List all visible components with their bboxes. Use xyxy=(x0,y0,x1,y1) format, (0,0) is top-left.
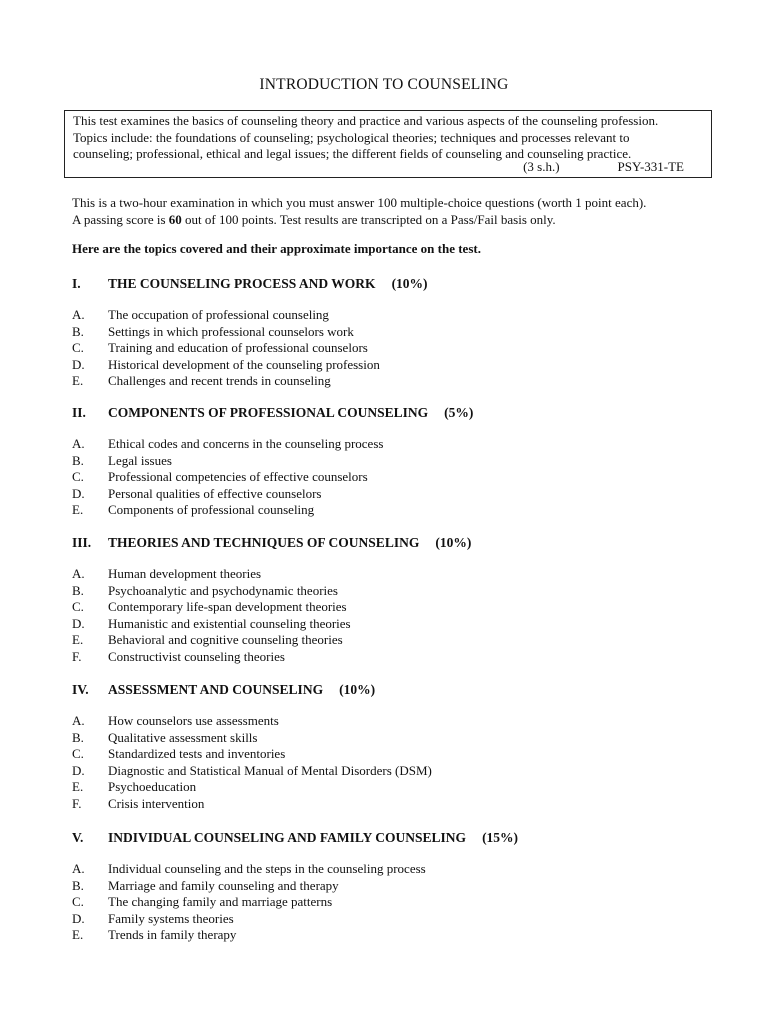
section-numeral: I. xyxy=(72,276,81,291)
section-heading xyxy=(72,405,712,422)
item-letter: A. xyxy=(72,713,85,728)
item-letter: B. xyxy=(72,582,84,598)
section-heading xyxy=(72,535,712,552)
list-item xyxy=(72,763,712,780)
passing-score: 60 xyxy=(168,212,182,227)
item-text: Humanistic and existential counseling theories xyxy=(108,615,351,631)
list-item xyxy=(72,649,712,666)
intro-text: A passing score is xyxy=(72,212,169,227)
section-title: ASSESSMENT AND COUNSELING xyxy=(108,682,324,697)
list-item xyxy=(72,878,712,895)
list-item xyxy=(72,436,712,453)
list-item xyxy=(72,502,712,519)
section-item-list xyxy=(72,861,712,944)
item-letter: A. xyxy=(72,861,85,876)
section-item-list xyxy=(72,436,712,519)
topics-note: Here are the topics covered and their approximate importance on the test. xyxy=(72,241,481,256)
item-text: Qualitative assessment skills xyxy=(108,729,258,745)
list-item xyxy=(72,927,712,944)
item-letter: F. xyxy=(72,648,82,664)
item-letter: A. xyxy=(72,566,85,581)
section-percent: (15%) xyxy=(482,830,519,845)
list-item xyxy=(72,583,712,600)
list-item xyxy=(72,746,712,763)
description-line: Topics include: the foundations of counseling; psychological theories; techniques and processes relevant to xyxy=(73,129,630,145)
item-letter: E. xyxy=(72,632,84,648)
list-item xyxy=(72,324,712,341)
list-item xyxy=(72,566,712,583)
description-line: counseling; professional, ethical and legal issues; the different fields of counseling and counseling practice. xyxy=(73,146,632,162)
item-text: Professional competencies of effective counselors xyxy=(108,469,368,485)
item-letter: B. xyxy=(72,452,84,468)
section-numeral: IV. xyxy=(72,682,89,697)
section-title: THEORIES AND TECHNIQUES OF COUNSELING xyxy=(108,535,420,550)
section-percent: (10%) xyxy=(391,276,428,291)
item-letter: C. xyxy=(72,469,84,485)
section-percent: (10%) xyxy=(339,682,376,697)
item-text: Personal qualities of effective counselors xyxy=(108,485,322,501)
section-title: INDIVIDUAL COUNSELING AND FAMILY COUNSELING xyxy=(108,830,467,845)
item-text: Behavioral and cognitive counseling theories xyxy=(108,632,343,648)
item-text: Family systems theories xyxy=(108,910,234,926)
section-item-list xyxy=(72,566,712,666)
item-text: Challenges and recent trends in counseling xyxy=(108,373,331,389)
item-letter: B. xyxy=(72,729,84,745)
item-text: Crisis intervention xyxy=(108,795,205,811)
section-title: THE COUNSELING PROCESS AND WORK xyxy=(108,276,376,291)
item-text: Components of professional counseling xyxy=(108,502,315,518)
item-text: Psychoeducation xyxy=(108,779,197,795)
item-letter: D. xyxy=(72,615,85,631)
item-text: Trends in family therapy xyxy=(108,927,237,943)
exam-intro xyxy=(72,194,646,228)
item-letter: D. xyxy=(72,762,85,778)
course-code: PSY-331-TE xyxy=(617,159,684,175)
item-letter: A. xyxy=(72,436,85,451)
item-text: Constructivist counseling theories xyxy=(108,648,285,664)
section-numeral: III. xyxy=(72,535,92,550)
list-item xyxy=(72,632,712,649)
list-item xyxy=(72,357,712,374)
page-title: INTRODUCTION TO COUNSELING xyxy=(259,76,509,93)
item-letter: C. xyxy=(72,599,84,615)
item-letter: D. xyxy=(72,910,85,926)
list-item xyxy=(72,373,712,390)
section-item-list xyxy=(72,713,712,813)
section-numeral: V. xyxy=(72,830,84,845)
section-title: COMPONENTS OF PROFESSIONAL COUNSELING xyxy=(108,405,429,420)
item-text: The occupation of professional counseling xyxy=(108,307,329,322)
item-letter: C. xyxy=(72,340,84,356)
item-text: The changing family and marriage patterns xyxy=(108,894,333,910)
list-item xyxy=(72,796,712,813)
item-letter: C. xyxy=(72,894,84,910)
item-text: Diagnostic and Statistical Manual of Mental Disorders (DSM) xyxy=(108,762,432,778)
topic-section xyxy=(72,682,712,813)
item-letter: D. xyxy=(72,485,85,501)
list-item xyxy=(72,486,712,503)
item-letter: F. xyxy=(72,795,82,811)
item-text: Historical development of the counseling profession xyxy=(108,356,380,372)
item-text: Marriage and family counseling and therapy xyxy=(108,877,339,893)
item-text: Human development theories xyxy=(108,566,262,581)
intro-line xyxy=(72,211,646,228)
item-letter: E. xyxy=(72,502,84,518)
section-percent: (5%) xyxy=(444,405,474,420)
section-heading xyxy=(72,276,712,293)
description-line: This test examines the basics of counseling theory and practice and various aspects of the counseling profession. xyxy=(73,113,659,128)
list-item xyxy=(72,453,712,470)
item-letter: A. xyxy=(72,307,85,322)
item-letter: D. xyxy=(72,356,85,372)
item-text: Psychoanalytic and psychodynamic theories xyxy=(108,582,338,598)
list-item xyxy=(72,469,712,486)
topic-section xyxy=(72,276,712,390)
credit-line xyxy=(523,159,684,176)
list-item xyxy=(72,861,712,878)
list-item xyxy=(72,307,712,324)
item-text: Individual counseling and the steps in the counseling process xyxy=(108,861,426,876)
list-item xyxy=(72,599,712,616)
item-letter: B. xyxy=(72,877,84,893)
list-item xyxy=(72,713,712,730)
item-letter: E. xyxy=(72,927,84,943)
section-numeral: II. xyxy=(72,405,86,420)
course-description-box xyxy=(64,110,712,178)
topic-section xyxy=(72,535,712,666)
list-item xyxy=(72,911,712,928)
list-item xyxy=(72,894,712,911)
item-text: Standardized tests and inventories xyxy=(108,746,286,762)
item-text: How counselors use assessments xyxy=(108,713,279,728)
item-letter: C. xyxy=(72,746,84,762)
item-text: Contemporary life-span development theories xyxy=(108,599,347,615)
item-letter: E. xyxy=(72,779,84,795)
section-heading xyxy=(72,682,712,699)
credit-hours: (3 s.h.) xyxy=(523,159,560,175)
topic-section xyxy=(72,405,712,519)
list-item xyxy=(72,730,712,747)
list-item xyxy=(72,779,712,796)
intro-text: out of 100 points. Test results are transcripted on a Pass/Fail basis only. xyxy=(181,212,556,227)
item-text: Legal issues xyxy=(108,452,172,468)
list-item xyxy=(72,616,712,633)
item-letter: E. xyxy=(72,373,84,389)
item-text: Ethical codes and concerns in the counseling process xyxy=(108,436,384,451)
intro-line: This is a two-hour examination in which you must answer 100 multiple-choice questions (worth 1 point each). xyxy=(72,195,647,210)
section-percent: (10%) xyxy=(435,535,472,550)
item-text: Settings in which professional counselors work xyxy=(108,323,354,339)
section-item-list xyxy=(72,307,712,390)
item-text: Training and education of professional counselors xyxy=(108,340,368,356)
section-heading xyxy=(72,830,712,847)
list-item xyxy=(72,340,712,357)
topic-section xyxy=(72,830,712,944)
item-letter: B. xyxy=(72,323,84,339)
